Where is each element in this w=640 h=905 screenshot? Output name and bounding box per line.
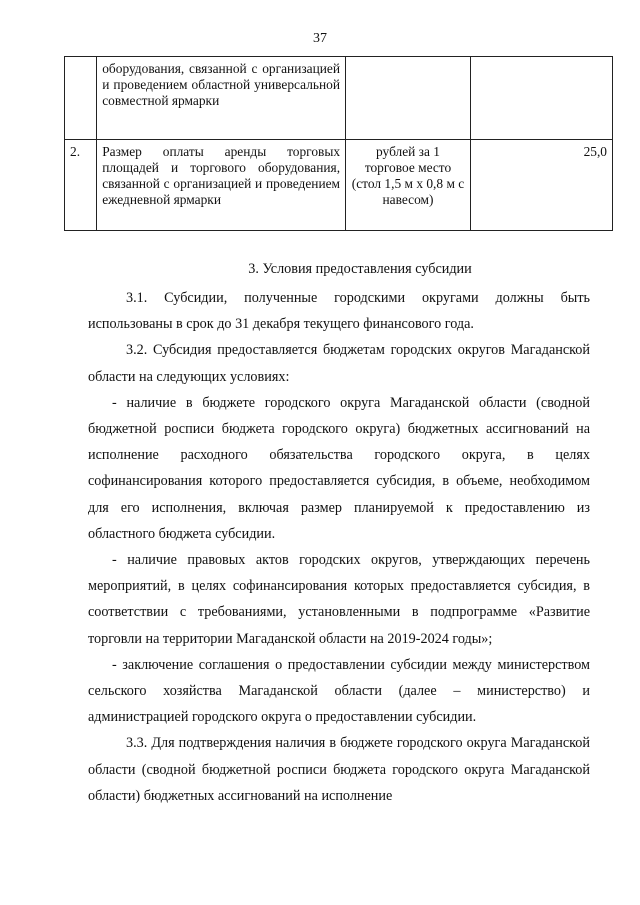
paragraph-3-1: 3.1. Субсидии, полученные городскими округами должны быть использованы в срок до 31 декабря текущего финансового года.	[88, 290, 590, 333]
table-row	[65, 140, 613, 231]
row-name: Размер оплаты аренды торговых площадей и торгового оборудования, связанной с организацией и проведением ежедневной ярмарки	[97, 140, 346, 231]
row-number: 2.	[65, 140, 97, 231]
row-value: 25,0	[470, 140, 612, 231]
row-unit	[346, 57, 471, 140]
row-value	[470, 57, 612, 140]
subsidy-rate-table	[64, 56, 613, 231]
condition-agreement: - заключение соглашения о предоставлении субсидии между министерством сельского хозяйства Магаданской области (далее – министерство) и администрацией городского округа о предоставлении субсидии.	[88, 656, 590, 726]
section-heading: 3. Условия предоставления субсидии	[248, 261, 472, 277]
table-row	[65, 57, 613, 140]
paragraph-3-3: 3.3. Для подтверждения наличия в бюджете городского округа Магаданской области (сводной бюджетной росписи бюджета городского округа Магаданской области) бюджетных ассигнований на исполнение	[88, 735, 590, 804]
row-name: оборудования, связанной с организацией и проведением областной универсальной совместной ярмарки	[97, 57, 346, 140]
paragraph-3-2: 3.2. Субсидия предоставляется бюджетам городских округов Магаданской области на следующих условиях:	[88, 342, 590, 385]
condition-legal-acts: - наличие правовых актов городских округов, утверждающих перечень мероприятий, в целях софинансирования которых предоставляется субсидия, в соответствии с требованиями, установленными в подпрограмме «Развитие торговли на территории Магаданской области на 2019-2024 годы»;	[88, 552, 590, 647]
page-number: 37	[313, 31, 327, 46]
row-unit: рублей за 1 торговое место (стол 1,5 м х 0,8 м с навесом)	[346, 140, 471, 231]
section-body	[88, 285, 590, 809]
condition-budget-allocations: - наличие в бюджете городского округа Магаданской области (сводной бюджетной росписи бюджета городского округа) бюджетных ассигнований на исполнение расходного обязательства городского округа, в целях софинансирования которого предоставляется субсидия, в объеме, необходимом для его исполнения, включая размер планируемой к предоставлению из областного бюджета субсидии.	[88, 394, 590, 542]
row-number	[65, 57, 97, 140]
